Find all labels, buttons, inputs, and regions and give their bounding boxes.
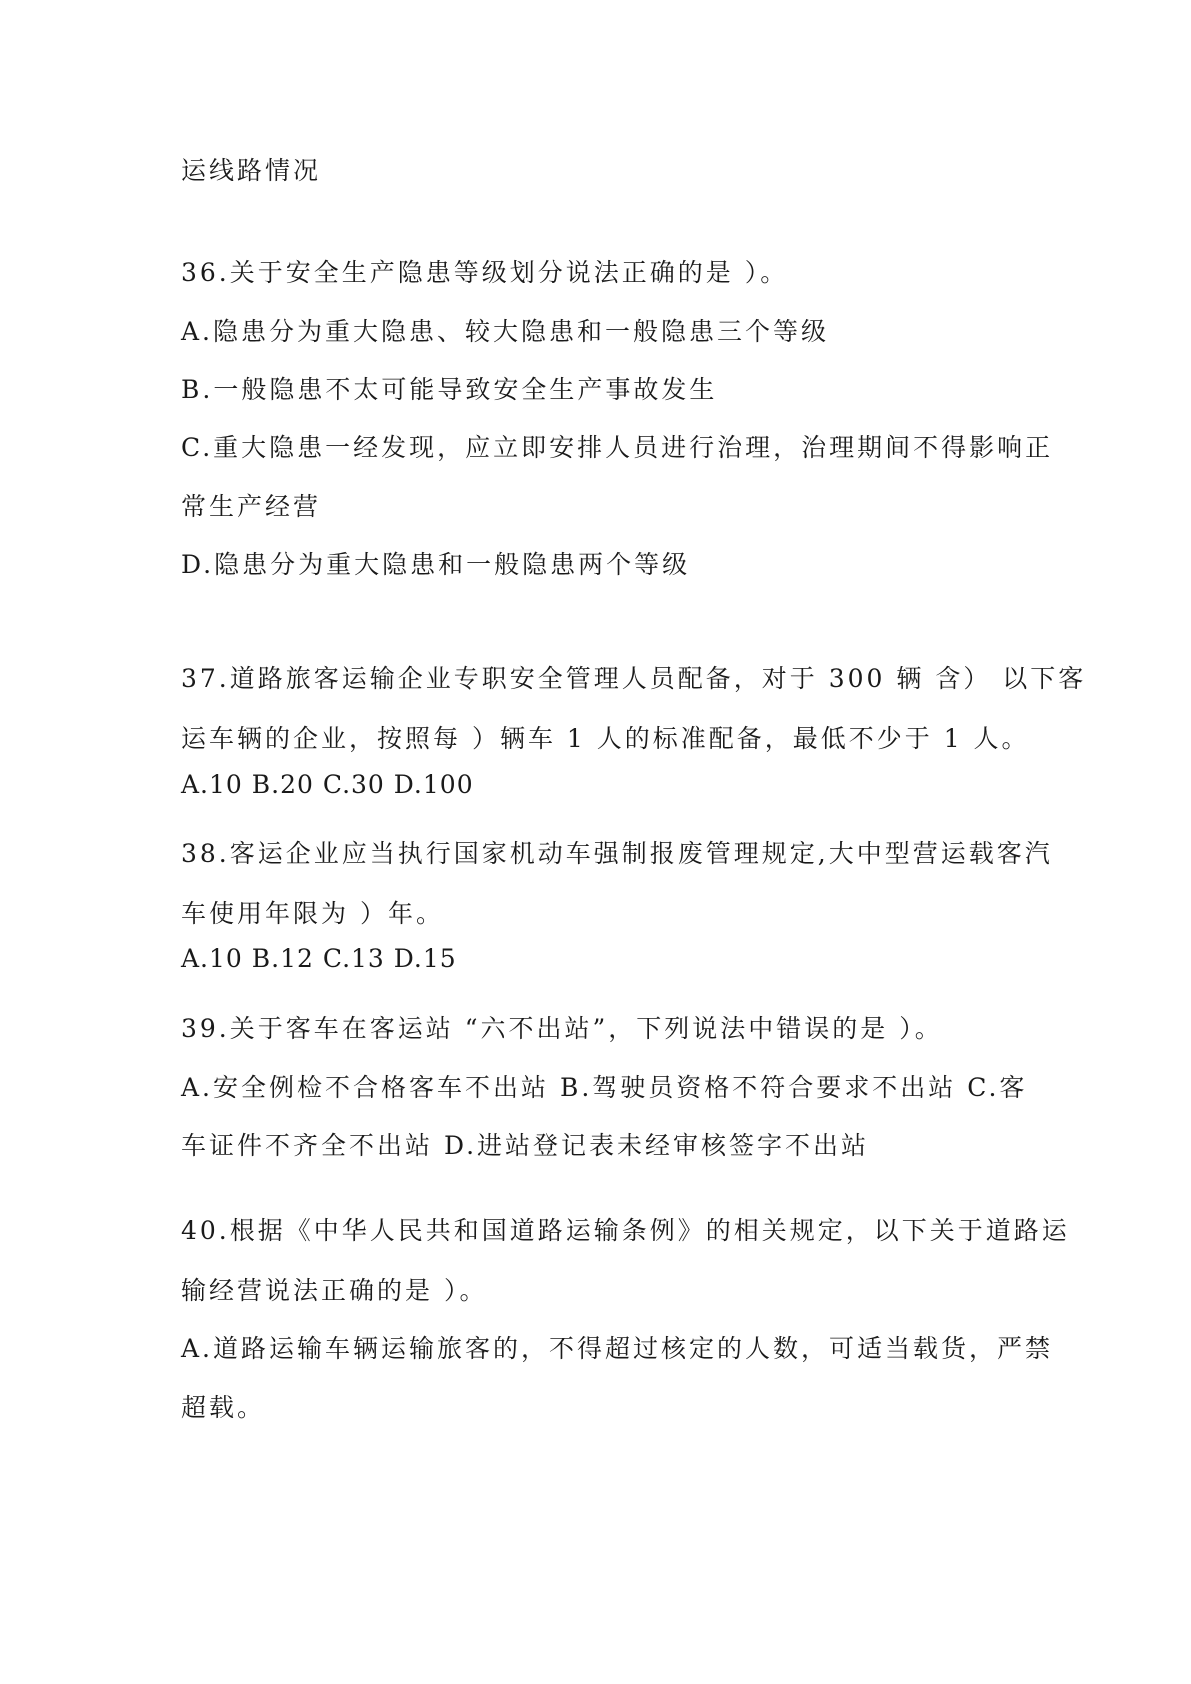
text-line: 常生产经营 — [181, 492, 322, 521]
text-line: 输经营说法正确的是 ）。 — [181, 1276, 488, 1305]
option-line: 车证件不齐全不出站 D.进站登记表未经审核签字不出站 — [181, 1131, 870, 1160]
answer-options: A.10 B.20 C.30 D.100 — [181, 770, 474, 799]
text-line: 超载。 — [181, 1393, 266, 1422]
option-line: D.隐患分为重大隐患和一般隐患两个等级 — [181, 550, 691, 579]
text-line: 运线路情况 — [181, 156, 322, 185]
question-37: 37.道路旅客运输企业专职安全管理人员配备，对于 300 辆 含） 以下客 — [181, 664, 1087, 693]
question-36: 36.关于安全生产隐患等级划分说法正确的是 ）。 — [181, 258, 789, 287]
option-line: C.重大隐患一经发现，应立即安排人员进行治理，治理期间不得影响正 — [181, 433, 1054, 462]
text-line: 运车辆的企业，按照每 ）辆车 1 人的标准配备，最低不少于 1 人。 — [181, 724, 1030, 753]
option-line: A.隐患分为重大隐患、较大隐患和一般隐患三个等级 — [181, 317, 830, 346]
option-line: B.一般隐患不太可能导致安全生产事故发生 — [181, 375, 718, 404]
option-line: A.道路运输车辆运输旅客的，不得超过核定的人数，可适当载货，严禁 — [181, 1334, 1054, 1363]
question-39: 39.关于客车在客运站 “六不出站”，下列说法中错误的是 ）。 — [181, 1014, 943, 1043]
question-40: 40.根据《中华人民共和国道路运输条例》的相关规定，以下关于道路运 — [181, 1216, 1070, 1245]
option-line: A.安全例检不合格客车不出站 B.驾驶员资格不符合要求不出站 C.客 — [181, 1073, 1028, 1102]
text-line: 车使用年限为 ）年。 — [181, 899, 444, 928]
question-38: 38.客运企业应当执行国家机动车强制报废管理规定,大中型营运载客汽 — [181, 839, 1053, 868]
answer-options: A.10 B.12 C.13 D.15 — [181, 944, 457, 973]
